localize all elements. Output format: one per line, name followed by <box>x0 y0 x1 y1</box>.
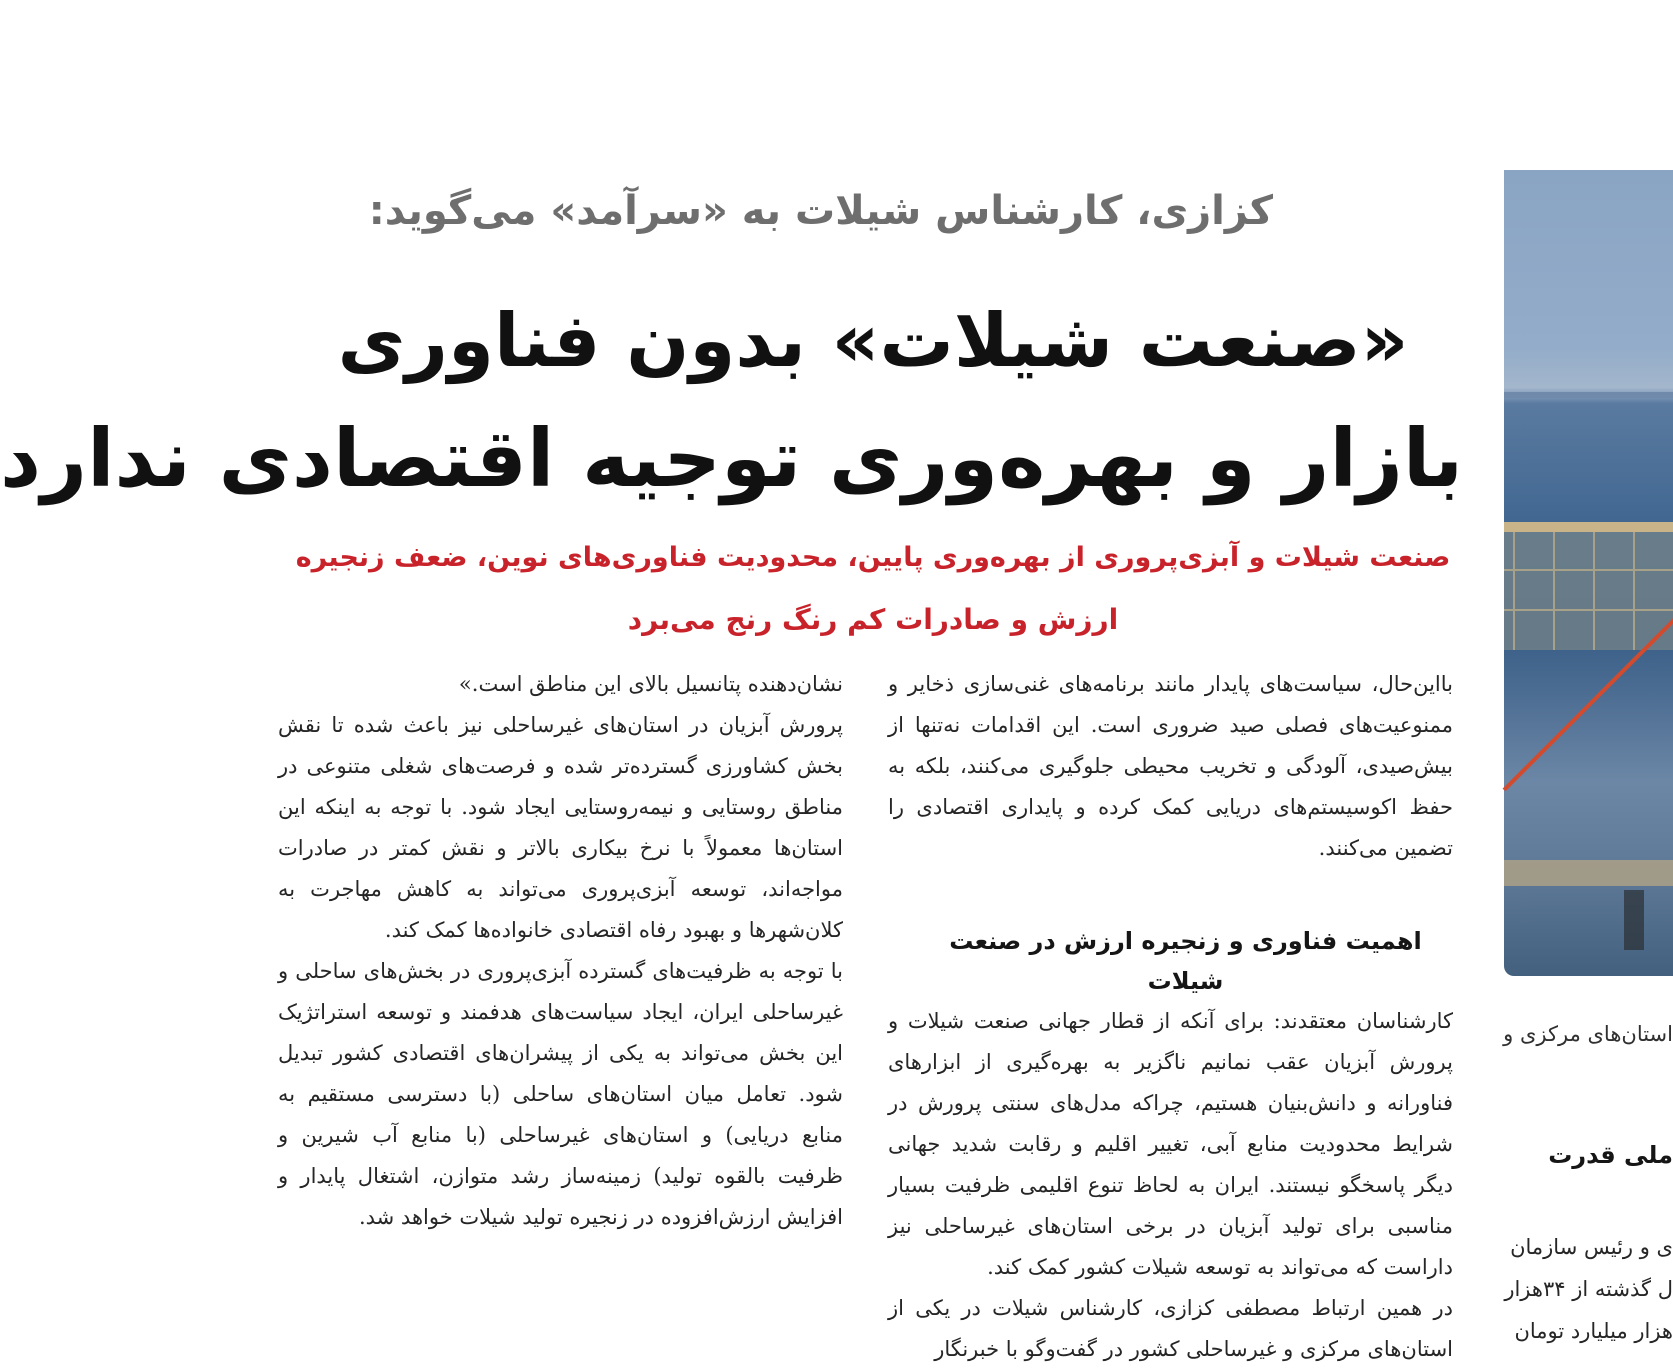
neighbour-body-line: ی و رئیس سازمان <box>1510 1235 1673 1259</box>
text-column-left <box>278 664 843 1238</box>
neighbour-body-fragment <box>1501 1226 1673 1352</box>
body-paragraph: نشان‌دهنده پتانسیل بالای این مناطق است.» <box>458 672 843 696</box>
photo-caption-fragment: استان‌های مرکزی و <box>1503 1022 1673 1046</box>
body-paragraph: با توجه به ظرفیت‌های گسترده آبزی‌پروری در بخش‌های ساحلی و غیرساحلی ایران، ایجاد سیاست‌های هدفمند و توسعه استراتژیک این بخش می‌تواند به یکی از پیشران‌های اقتصادی کشور تبدیل شود. تعامل میان استان‌های ساحلی (با دسترسی مستقیم به منابع دریایی) و استان‌های غیرساحلی (با منابع آب شیرین و ظرفیت بالقوه تولید) زمینه‌ساز رشد متوازن، اشتغال پایدار و افزایش ارزش‌افزوده در زنجیره تولید شیلات خواهد شد. <box>278 959 843 1229</box>
walkway-post <box>1624 890 1644 950</box>
article-subhead-line2: ارزش و صادرات کم رنگ رنج می‌برد <box>627 603 1119 636</box>
text-column-right <box>888 664 1453 1370</box>
article-subhead-line1: صنعت شیلات و آبزی‌پروری از بهره‌وری پایین، محدودیت فناوری‌های نوین، ضعف زنجیره <box>295 542 1451 573</box>
paragraph-spacer <box>888 869 1453 921</box>
fish-farm-cage-photo <box>1504 170 1673 976</box>
neighbour-body-line: هزار میلیارد تومان <box>1514 1319 1673 1343</box>
cage-walkway <box>1504 860 1673 886</box>
body-paragraph: پرورش آبزیان در استان‌های غیرساحلی نیز باعث شده تا نقش بخش کشاورزی گسترده‌تر شده و فرصت‌های شغلی متنوعی در مناطق روستایی و نیمه‌روستایی ایجاد شود. با توجه به اینکه این استان‌ها معمولاً با نرخ بیکاری بالاتر و نقش کمتر در صادرات مواجه‌اند، توسعه آبزی‌پروری می‌تواند به کاهش مهاجرت به کلان‌شهرها و بهبود رفاه اقتصادی خانواده‌ها کمک کند. <box>278 713 843 942</box>
horizon-line <box>1504 392 1673 398</box>
photo-illustration <box>1504 170 1673 976</box>
cage-float-ring <box>1504 522 1673 532</box>
section-title: اهمیت فناوری و زنجیره ارزش در صنعت شیلات <box>949 927 1422 995</box>
article-headline-line1: «صنعت شیلات» بدون فناوری <box>337 298 1409 384</box>
body-paragraph: کارشناسان معتقدند: برای آنکه از قطار جهانی صنعت شیلات و پرورش آبزیان عقب نمانیم ناگزیر به بهره‌گیری از ابزارهای فناورانه و دانش‌بنیان هستیم، چراکه مدل‌های سنتی پرورش در شرایط محدودیت منابع آبی، تغییر اقلیم و رقابت شدید جهانی دیگر پاسخگو نیستند. ایران به لحاظ تنوع اقلیمی ظرفیت بسیار مناسبی برای تولید آبزیان در برخی استان‌های غیرساحلی نیز داراست که می‌تواند به توسعه شیلات کشور کمک کند. <box>888 1009 1453 1279</box>
body-paragraph: در همین ارتباط مصطفی کزازی، کارشناس شیلات در یکی از استان‌های مرکزی و غیرساحلی کشور در گفت‌وگو با خبرنگار <box>888 1296 1453 1361</box>
body-paragraph: بااین‌حال، سیاست‌های پایدار مانند برنامه‌های غنی‌سازی ذخایر و ممنوعیت‌های فصلی صید ضروری است. این اقدامات نه‌تنها از بیش‌صیدی، آلودگی و تخریب محیطی جلوگیری می‌کنند، بلکه به حفظ اکوسیستم‌های دریایی کمک کرده و پایداری اقتصادی را تضمین می‌کنند. <box>888 672 1453 860</box>
net-cage <box>1504 530 1673 650</box>
neighbour-body-line: ل گذشته از ۳۴هزار <box>1504 1277 1673 1301</box>
neighbour-section-title-fragment: ملی قدرت <box>1548 1141 1673 1169</box>
article-headline-line2: بازار و بهره‌وری توجیه اقتصادی ندارد <box>0 412 1463 505</box>
article-kicker: کزازی، کارشناس شیلات به «سرآمد» می‌گوید: <box>368 188 1273 234</box>
